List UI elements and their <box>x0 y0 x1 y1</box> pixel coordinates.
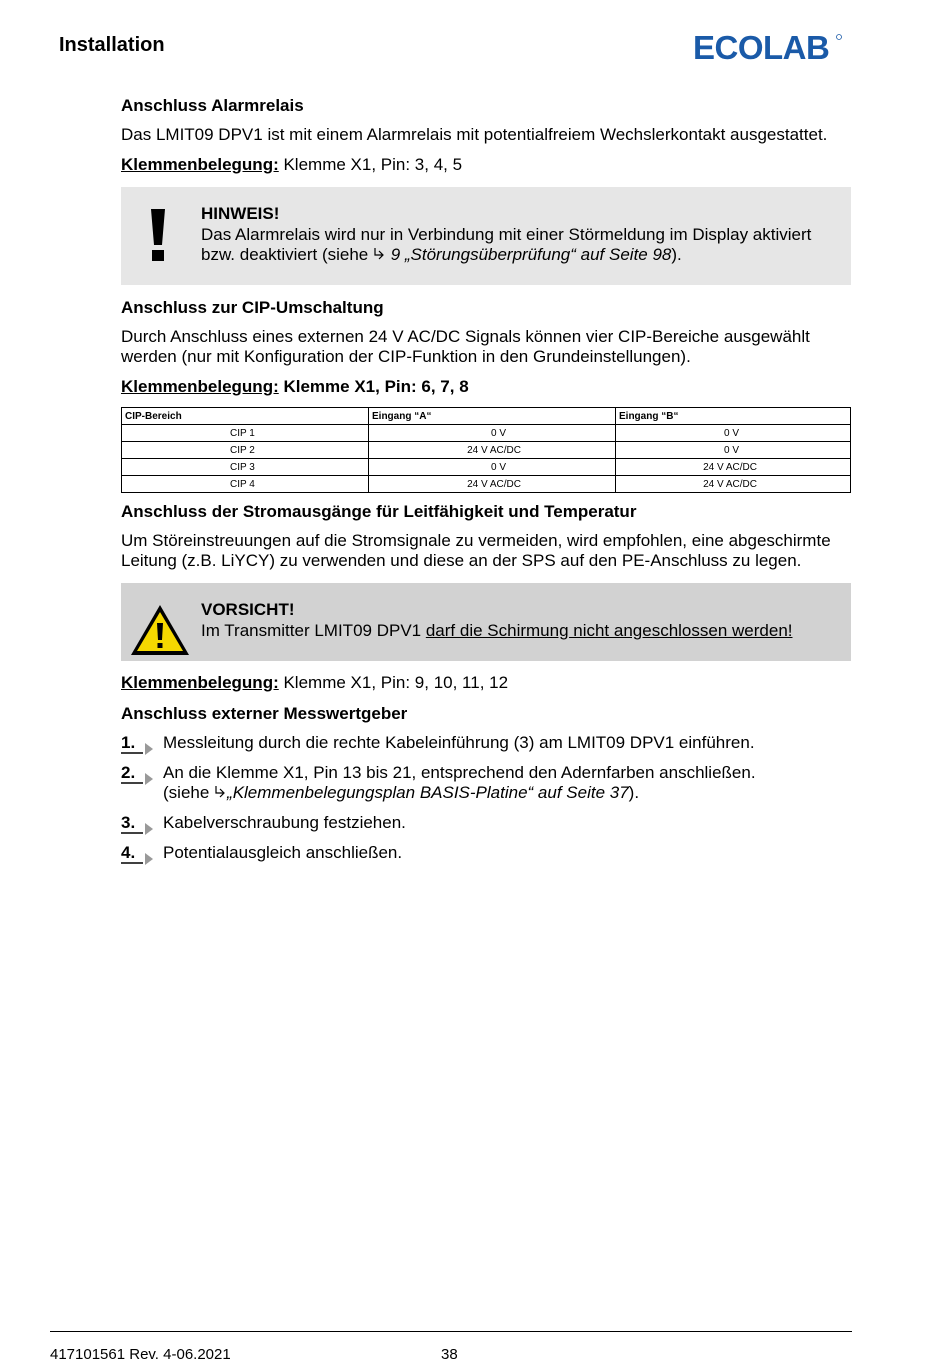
table-header-row <box>122 408 851 425</box>
table-cell: CIP 4 <box>122 476 369 493</box>
table-cell: 0 V <box>369 425 616 442</box>
page-section-title: Installation <box>59 34 165 56</box>
step-sub-before: (siehe <box>163 783 215 802</box>
alarm-heading: Anschluss Alarmrelais <box>121 96 304 115</box>
vorsicht-text <box>201 621 831 641</box>
vorsicht-text-underlined: darf die Schirmung nicht angeschlossen werden! <box>425 621 793 640</box>
footer-doc-number: 417101561 Rev. 4-06.2021 <box>50 1346 231 1363</box>
cip-text: Durch Anschluss eines externen 24 V AC/DC Signals können vier CIP-Bereiche ausgewählt werden (nur mit Konfiguration der CIP-Funktion in den Grundeinstellungen). <box>121 327 810 366</box>
hinweis-text-before: Das Alarmrelais wird nur in Verbindung mit einer Störmeldung im Display aktiviert bzw. deaktiviert (siehe <box>201 225 812 264</box>
table-row <box>122 442 851 459</box>
ecolab-logo <box>693 30 843 64</box>
step-number-text: 3. <box>121 813 136 832</box>
alarm-klemmen <box>121 155 851 175</box>
step-number-text: 1. <box>121 733 136 752</box>
step-link[interactable]: „Klemmenbelegungsplan BASIS-Platine“ auf Seite 37 <box>227 783 629 802</box>
table-cell: CIP 2 <box>122 442 369 459</box>
step-text: Kabelverschraubung festziehen. <box>163 813 406 832</box>
table-cell: 24 V AC/DC <box>616 476 851 493</box>
cip-klemmen <box>121 377 851 397</box>
vorsicht-title: VORSICHT! <box>201 600 295 619</box>
exclamation-icon <box>147 207 169 263</box>
hinweis-title: HINWEIS! <box>201 204 280 223</box>
step-number-text: 4. <box>121 843 136 862</box>
step-number-text: 2. <box>121 763 136 782</box>
hinweis-notice <box>121 187 851 285</box>
table-cell: 24 V AC/DC <box>369 442 616 459</box>
table-cell: 24 V AC/DC <box>369 476 616 493</box>
step-number <box>121 733 155 753</box>
step-list <box>121 733 851 863</box>
list-item <box>121 843 851 863</box>
vorsicht-text-before: Im Transmitter LMIT09 DPV1 <box>201 621 426 640</box>
klemmen-value: Klemme X1, Pin: 9, 10, 11, 12 <box>278 673 509 692</box>
table-cell: 0 V <box>616 425 851 442</box>
klemmen-label: Klemmenbelegung: <box>121 673 279 692</box>
table-cell: 0 V <box>369 459 616 476</box>
step-arrow-icon <box>121 771 155 785</box>
link-arrow-icon <box>373 247 386 261</box>
step-text: An die Klemme X1, Pin 13 bis 21, entsprechend den Adernfarben anschließen. <box>163 763 756 782</box>
vorsicht-notice <box>121 583 851 661</box>
table-cell: CIP 1 <box>122 425 369 442</box>
list-item <box>121 763 851 803</box>
klemmen-value: Klemme X1, Pin: 6, 7, 8 <box>278 377 469 396</box>
klemmen-label: Klemmenbelegung: <box>121 155 279 174</box>
table-cell: 0 V <box>616 442 851 459</box>
svg-text:ECOLAB: ECOLAB <box>693 30 830 64</box>
warning-triangle-icon <box>129 603 191 657</box>
list-item <box>121 733 851 753</box>
footer-divider <box>50 1331 852 1332</box>
step-number <box>121 813 155 833</box>
strom-text: Um Störeinstreuungen auf die Stromsignale zu vermeiden, wird empfohlen, eine abgeschirmte Leitung (z.B. LiYCY) zu verwenden und diese an der SPS auf den PE-Anschluss zu legen. <box>121 531 831 570</box>
alarm-text: Das LMIT09 DPV1 ist mit einem Alarmrelais mit potentialfreiem Wechslerkontakt ausgestattet. <box>121 125 828 144</box>
table-row <box>122 476 851 493</box>
hinweis-link[interactable]: 9 „Störungsüberprüfung“ auf Seite 98 <box>385 245 672 264</box>
table-header: Eingang “A“ <box>369 408 616 425</box>
link-arrow-icon <box>214 785 227 799</box>
klemmen-value: Klemme X1, Pin: 3, 4, 5 <box>278 155 463 174</box>
table-header: CIP-Bereich <box>122 408 369 425</box>
cip-table <box>121 407 851 493</box>
step-sub-after: ). <box>628 783 640 802</box>
hinweis-text <box>201 225 831 265</box>
page-content <box>121 95 851 873</box>
extern-heading: Anschluss externer Messwertgeber <box>121 704 408 723</box>
table-row <box>122 459 851 476</box>
step-arrow-icon <box>121 741 155 755</box>
step-arrow-icon <box>121 851 155 865</box>
step-arrow-icon <box>121 821 155 835</box>
klemmen-label: Klemmenbelegung: <box>121 377 279 396</box>
step-text: Potentialausgleich anschließen. <box>163 843 403 862</box>
strom-klemmen <box>121 673 851 693</box>
table-header: Eingang “B“ <box>616 408 851 425</box>
step-text: Messleitung durch die rechte Kabeleinführung (3) am LMIT09 DPV1 einführen. <box>163 733 755 752</box>
cip-heading: Anschluss zur CIP-Umschaltung <box>121 298 384 317</box>
table-cell: 24 V AC/DC <box>616 459 851 476</box>
step-number <box>121 763 155 783</box>
table-cell: CIP 3 <box>122 459 369 476</box>
step-number <box>121 843 155 863</box>
table-row <box>122 425 851 442</box>
hinweis-text-after: ). <box>671 245 682 264</box>
footer-page-number: 38 <box>441 1346 458 1363</box>
strom-heading: Anschluss der Stromausgänge für Leitfähigkeit und Temperatur <box>121 502 637 521</box>
list-item <box>121 813 851 833</box>
